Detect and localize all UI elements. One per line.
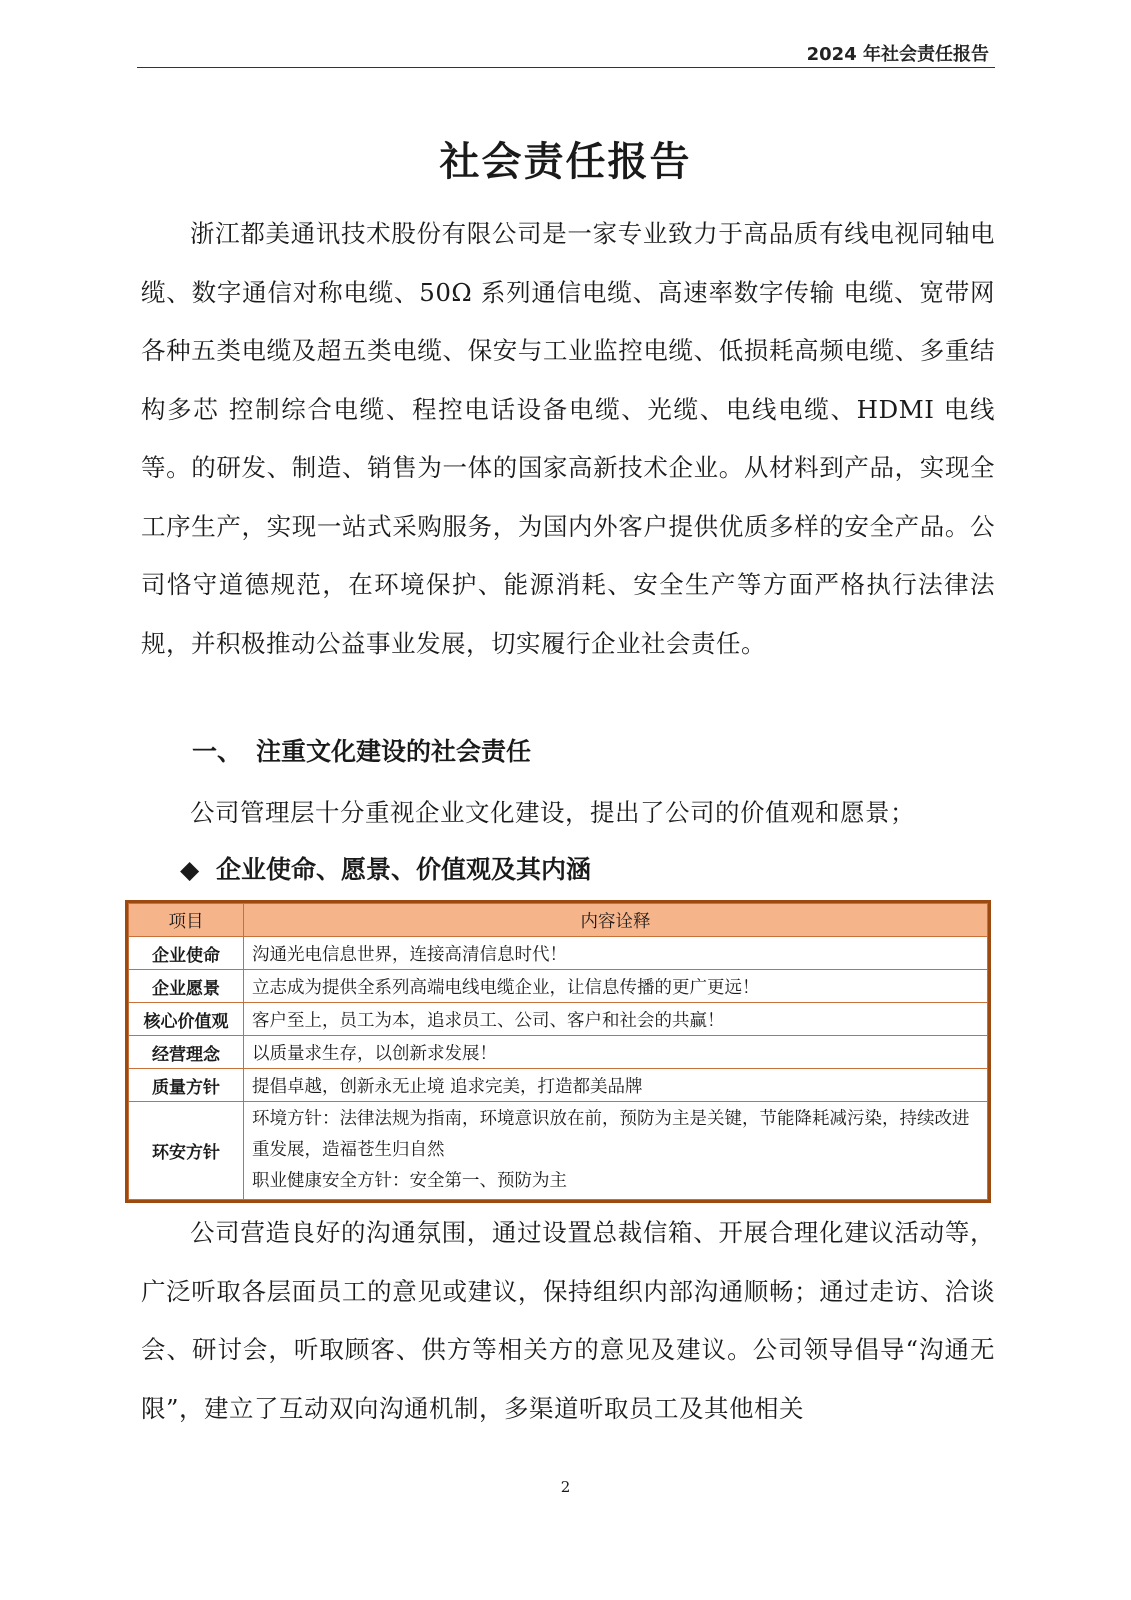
bullet-heading [180,850,591,886]
row-content: 提倡卓越，创新永无止境 追求完美，打造都美品牌 [244,1069,988,1102]
column-header-item: 项目 [129,904,244,937]
section-number: 一、 [192,737,243,766]
row-content: 立志成为提供全系列高端电线电缆企业，让信息传播的更广更远！ [244,970,988,1003]
values-table [125,900,991,1203]
row-content: 客户至上，员工为本，追求员工、公司、客户和社会的共赢！ [244,1003,988,1036]
table-row [129,1003,988,1036]
intro-paragraph: 浙江都美通讯技术股份有限公司是一家专业致力于高品质有线电视同轴电缆、数字通信对称电缆、50Ω 系列通信电缆、高速率数字传输 电缆、宽带网各种五类电缆及超五类电缆、保安与工业监控电缆、低损耗高频电缆、多重结构多芯 控制综合电缆、程控电话设备电缆、光缆、电线电缆、HDMI 电线等。的研发、制造、销售为一体的国家高新技术企业。从材料到产品，实现全工序生产，实现一站式采购服务，为国内外客户提供优质多样的安全产品。公司恪守道德规范，在环境保护、能源消耗、安全生产等方面严格执行法律法规，并积极推动公益事业发展，切实履行企业社会责任。 [141,219,995,658]
running-header: 2024 年社会责任报告 [806,44,989,65]
table-row [129,937,988,970]
row-item: 企业使命 [129,937,244,970]
row-item: 质量方针 [129,1069,244,1102]
row-item: 经营理念 [129,1036,244,1069]
row-item: 企业愿景 [129,970,244,1003]
header-rule [137,67,995,68]
diamond-bullet-icon: ◆ [180,855,200,884]
bullet-heading-text: 企业使命、愿景、价值观及其内涵 [216,855,592,884]
row-content: 以质量求生存，以创新求发展！ [244,1036,988,1069]
row-content: 沟通光电信息世界，连接高清信息时代！ [244,937,988,970]
page-title: 社会责任报告 [439,139,692,185]
page-number: 2 [560,1478,571,1496]
row-content [244,1102,988,1200]
environment-policy: 环境方针：法律法规为指南，环境意识放在前，预防为主是关键，节能降耗减污染，持续改进重发展，造福苍生归自然 [252,1109,970,1160]
table-row [129,1102,988,1200]
safety-policy: 职业健康安全方针：安全第一、预防为主 [252,1171,567,1191]
table-row [129,1036,988,1069]
table-row [129,970,988,1003]
table-row [129,1069,988,1102]
column-header-content: 内容诠释 [244,904,988,937]
table-header-row [129,904,988,937]
communication-paragraph: 公司营造良好的沟通氛围，通过设置总裁信箱、开展合理化建议活动等，广泛听取各层面员工的意见或建议，保持组织内部沟通顺畅；通过走访、洽谈会、研讨会，听取顾客、供方等相关方的意见及建议。公司领导倡导“沟通无限”，建立了互动双向沟通机制，多渠道听取员工及其他相关 [141,1218,995,1423]
section-title: 注重文化建设的社会责任 [256,737,532,766]
row-item: 核心价值观 [129,1003,244,1036]
culture-paragraph: 公司管理层十分重视企业文化建设，提出了公司的价值观和愿景； [190,798,915,827]
section-heading [192,732,531,768]
row-item: 环安方针 [129,1102,244,1200]
